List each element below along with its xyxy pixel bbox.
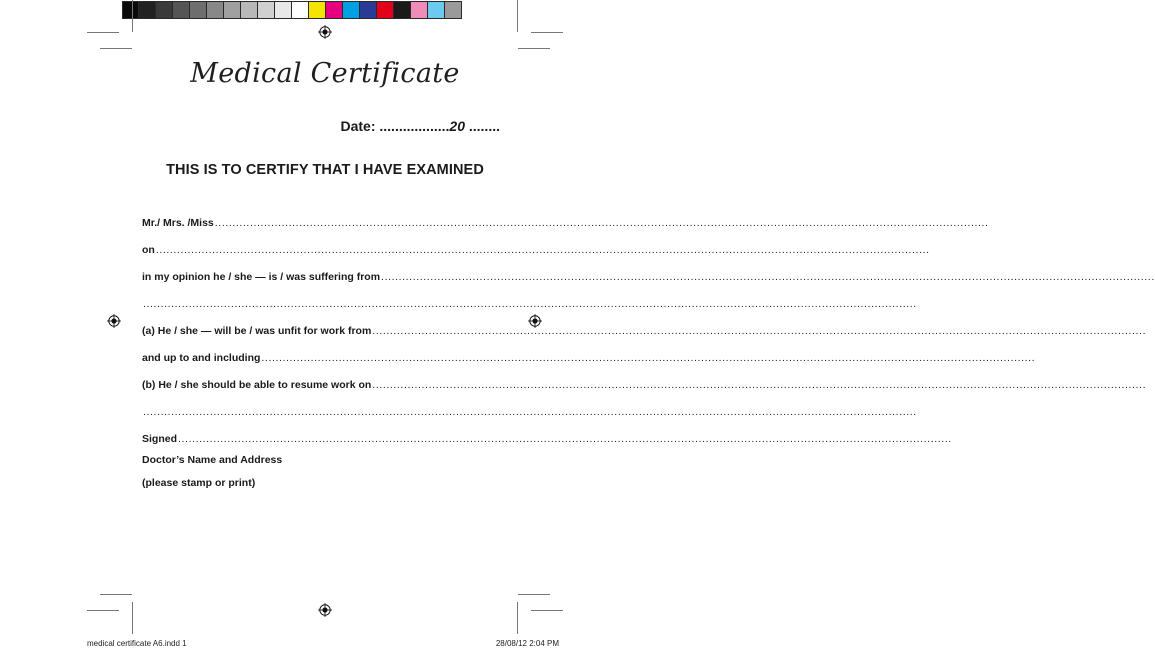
dotted-fill: ............................................................................................................................................................................................................................ — [143, 406, 917, 418]
dotted-fill: ............................................................................................................................................................................................................................ — [143, 298, 917, 310]
line-label: (a) He / she — will be / was unfit for work from — [142, 325, 372, 337]
dotted-fill: ............................................................................................................................................................................................................................ — [178, 433, 952, 445]
unfit-until-line[interactable] — [142, 352, 1036, 364]
dotted-fill: ............................................................................................................................................................................................................................ — [381, 271, 1155, 283]
color-swatch — [224, 1, 241, 19]
crop-mark — [531, 32, 563, 33]
color-swatch — [343, 1, 360, 19]
color-swatch — [139, 1, 156, 19]
crop-mark — [517, 0, 518, 32]
color-swatch — [122, 1, 139, 19]
line-label: (b) He / she should be able to resume work on — [142, 379, 372, 391]
color-swatch — [360, 1, 377, 19]
color-swatch — [292, 1, 309, 19]
crop-mark — [132, 602, 133, 634]
line-label: Mr./ Mrs. /Miss — [142, 217, 214, 229]
line-label: on — [142, 244, 155, 256]
crop-mark — [518, 594, 550, 595]
certify-heading: THIS IS TO CERTIFY THAT I HAVE EXAMINED — [166, 162, 484, 178]
dotted-fill: ............................................................................................................................................................................................................................ — [261, 352, 1036, 364]
color-swatch — [173, 1, 190, 19]
registration-mark-icon — [107, 314, 121, 328]
crop-mark — [100, 48, 132, 49]
resume-work-line[interactable] — [142, 379, 1147, 391]
crop-mark — [100, 594, 132, 595]
color-swatch — [309, 1, 326, 19]
certificate-title: Medical Certificate — [190, 58, 460, 89]
file-slug: medical certificate A6.indd 1 — [87, 639, 187, 648]
line-label: in my opinion he / she — is / was suffering from — [142, 271, 381, 283]
crop-mark — [518, 48, 550, 49]
unfit-from-line[interactable] — [142, 325, 1147, 337]
registration-mark-icon — [318, 603, 332, 617]
color-swatch — [241, 1, 258, 19]
doctor-name-address-label: Doctor’s Name and Address — [142, 454, 283, 466]
color-swatch — [445, 1, 462, 19]
dotted-fill: ............................................................................................................................................................................................................................ — [372, 325, 1147, 337]
dotted-fill: ............................................................................................................................................................................................................................ — [372, 379, 1147, 391]
patient-name-line[interactable] — [142, 217, 989, 229]
dotted-fill: ............................................................................................................................................................................................................................ — [155, 244, 930, 256]
crop-mark — [531, 610, 563, 611]
examination-date-line[interactable] — [142, 244, 930, 256]
crop-mark — [132, 0, 133, 32]
crop-mark — [517, 602, 518, 634]
print-timestamp: 28/08/12 2:04 PM — [495, 639, 559, 648]
date-tail: ........ — [464, 118, 500, 134]
color-swatch — [394, 1, 411, 19]
registration-mark-icon — [318, 25, 332, 39]
date-year: 20 — [449, 118, 465, 134]
dotted-fill: ............................................................................................................................................................................................................................ — [214, 217, 989, 229]
date-field[interactable] — [340, 118, 500, 134]
color-swatch — [411, 1, 428, 19]
color-calibration-bar — [122, 1, 462, 19]
color-swatch — [326, 1, 343, 19]
signature-line[interactable] — [142, 433, 952, 445]
date-label: Date: .................. — [340, 118, 450, 134]
color-swatch — [190, 1, 207, 19]
stamp-note: (please stamp or print) — [142, 477, 256, 489]
crop-mark — [87, 32, 119, 33]
color-swatch — [207, 1, 224, 19]
color-swatch — [377, 1, 394, 19]
color-swatch — [258, 1, 275, 19]
condition-continued-line[interactable] — [142, 298, 917, 310]
line-label: Signed — [142, 433, 178, 445]
color-swatch — [156, 1, 173, 19]
color-swatch — [275, 1, 292, 19]
line-label: and up to and including — [142, 352, 261, 364]
crop-mark — [87, 610, 119, 611]
color-swatch — [428, 1, 445, 19]
condition-line[interactable] — [142, 271, 1155, 283]
resume-work-continued-line[interactable] — [142, 406, 917, 418]
